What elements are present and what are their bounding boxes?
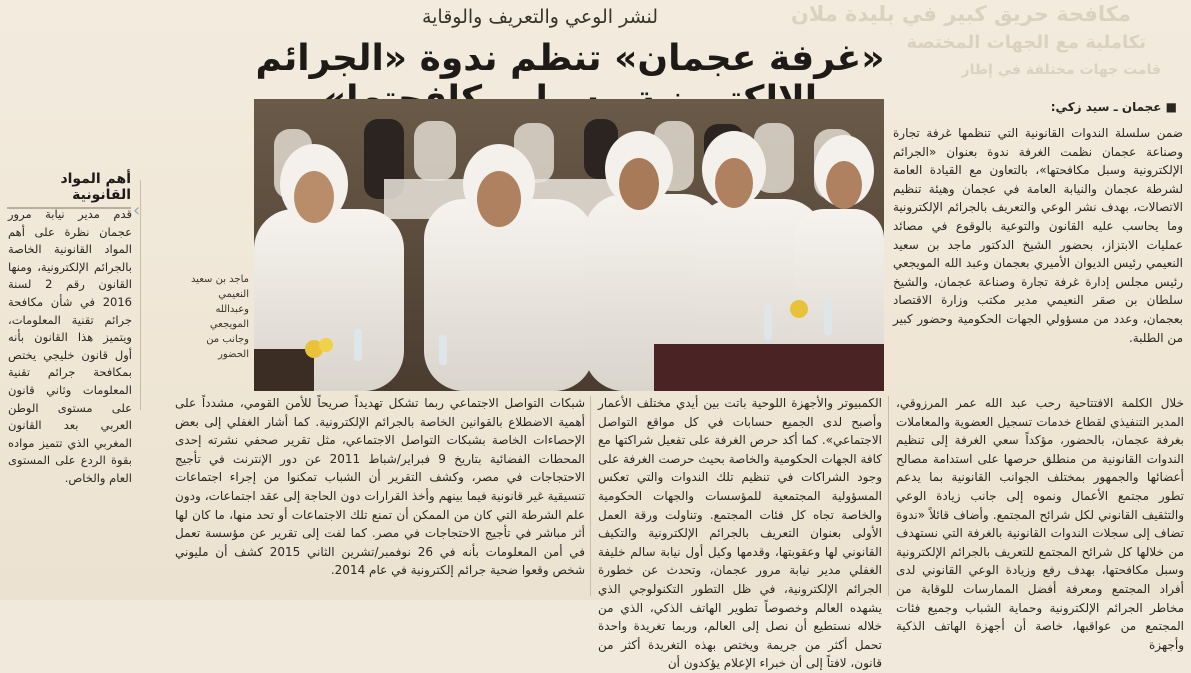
photo-caption: ماجد بن سعيد النعيمي وعبدالله المويجعي وجانب من الحضور <box>190 274 249 360</box>
article-byline: ■ عجمان ـ سيد زكي: <box>1050 100 1177 114</box>
column-rule <box>888 396 889 596</box>
article-kicker: لنشر الوعي والتعريف والوقاية <box>421 6 659 28</box>
article-intro: ضمن سلسلة الندوات القانونية التي تنظمها غرفة تجارة وصناعة عجمان نظمت الغرفة ندوة بعنوان «الجرائم الإلكترونية وسبل مكافحتها»، بالتعاون مع القيادة العامة لشرطة عجمان والنيابة العامة في عجمان وهيئة تنظيم الاتصالات، بهدف نشر الوعي والتعريف بالجرائم الإلكترونية وما يحاسب عليه القانون والتوعية بالوقوع في مصائد عمليات الابتزاز، بحضور الشيخ الدكتور ماجد بن سعيد النعيمي رئيس الديوان الأميري بعجمان وعبد الله المويجعي رئيس مجلس إدارة غرفة تجارة وصناعة عجمان، والشيخ سلطان بن صقر النعيمي مدير مكتب وزارة الاقتصاد بعجمان، وعدد من مسؤولي الجهات الحكومية وحضور كبير من الطلبة. <box>893 126 1183 345</box>
bleed-through-text: تكاملية مع الجهات المختصة <box>906 32 1146 53</box>
bleed-through-text: قامت جهات مختلفة في إطار <box>961 62 1161 78</box>
column-rule <box>590 396 591 596</box>
sidebar-title: أهم المواد القانونية <box>7 171 131 209</box>
sidebar-text: قدم مدير نيابة مرور عجمان نظرة على أهم المواد القانونية الخاصة بالجرائم الإلكترونية، ومنها القانون رقم 2 لسنة 2016 في شأن مكافحة جرائم تقنية المعلومات، ويتميز هذا القانون بأنه أول قانون خليجي يختص بمكافحة جرائم تقنية المعلومات وثاني قانون على مستوى الوطن العربي بعد القانون المغربي الذي تتميز مواده بقوة الردع على المستوى العام والخاص. <box>8 207 133 485</box>
article-photo <box>254 99 884 391</box>
article-column-right: خلال الكلمة الافتتاحية رحب عبد الله عمر المرزوقي، المدير التنفيذي لقطاع خدمات تسجيل العضوية والمعاملات بغرفة عجمان، بالحضور، مؤكداً سعي الغرفة إلى تنظيم الندوات القانونية من منطلق حرصها على استدامة مصالح أعضائها والجمهور بمختلف الجوانب القانونية بما يدعم تطور مجتمع الأعمال ونموه إلى جانب زيادة الوعي والتثقيف القانوني لكل شرائح المجتمع. وأضاف قائلاً «ندوة تضاف إلى سجلات الندوات القانونية بالغرفة التي نستهدف من خلالها كل شرائح المجتمع للتعريف بالجرائم الإلكترونية وسبل مكافحتها، بهدف رفع وزيادة الوعي القانوني لدى أفراد المجتمع ومعرفة أفضل الممارسات للوقاية من مخاطر الجرائم الإلكترونية وحماية الشباب وجميع فئات المجتمع من عواقبها، خاصة أن أجهزة الهاتف الذكية وأجهزة <box>896 396 1184 652</box>
audience-photo <box>254 99 884 391</box>
article-headline: «غرفة عجمان» تنظم ندوة «الجرائم <box>255 38 885 79</box>
article-column-left: شبكات التواصل الاجتماعي ربما تشكل تهديداً صريحاً للأمن القومي، مشدداً على أهمية الاضطلاع بالقوانين الخاصة بالجرائم الإلكترونية. كما أشار الغفلي إلى بعض الإحصاءات الخاصة بشبكات التواصل الاجتماعي، مثل تقرير صحفي نشرته إحدى المحطات الفضائية بتاريخ 9 فبراير/شباط 2011 عن دور الإنترنت في تأجيج الاحتجاجات في مصر، وكشف التقرير أن الشباب تمكنوا من إجراء اجتماعات تنسيقية غير قانونية فيما بينهم وأخذ القرارات دون الحاجة إلى عقد اجتماعات، ودون علم الشرطة التي كان من الممكن أن تمنع تلك الاجتماعات أو تحد منها، ما كان لها أثر مباشر في تأجيج الاحتجاجات في مصر. كما لفت إلى تقرير عن مؤسسة تعمل في أمن المعلومات بأنه في 26 نوفمبر/تشرين الثاني 2015 كشف أن مليوني شخص وقعوا ضحية جرائم إلكترونية في عام 2014. <box>175 396 586 578</box>
article-column-middle: الكمبيوتر والأجهزة اللوحية باتت بين أيدي مختلف الأعمار وأصبح لدى الجميع حسابات في كل مواقع التواصل الاجتماعي». كما أكد حرص الغرفة على تفعيل شراكتها مع كافة الجهات الحكومية والخاصة بحيث حرصت الغرفة على وجود الشراكات في تنظيم تلك الندوات والتي تعكس المسؤولية المجتمعية للمؤسسات والجهات الحكومية والخاصة تجاه كل فئات المجتمع. وتناولت ورقة العمل الأولى بعنوان التعريف بالجرائم الإلكترونية والتكيف القانوني لها وعقوبتها، وقدمها وكيل أول نيابة سالم خليفة الغفلي مدير نيابة مرور عجمان، وتحدث عن خطورة الجرائم الإلكترونية، في ظل التطور التكنولوجي الذي يشهده العالم وخصوصاً تطوير الهاتف الذكي، الذي من خلاله نستطيع أن نصل إلى العالم، وربما تغريدة واحدة تحمل أكثر من جريمة ويختص بهذه التغريدة أكثر من قانون، لافتاً إلى أن خبراء الإعلام يؤكدون أن <box>598 396 882 671</box>
chevron-left-icon: ‹ <box>133 200 141 221</box>
bleed-through-text: مكافحة حريق كبير في بليدة ملان <box>790 2 1131 26</box>
